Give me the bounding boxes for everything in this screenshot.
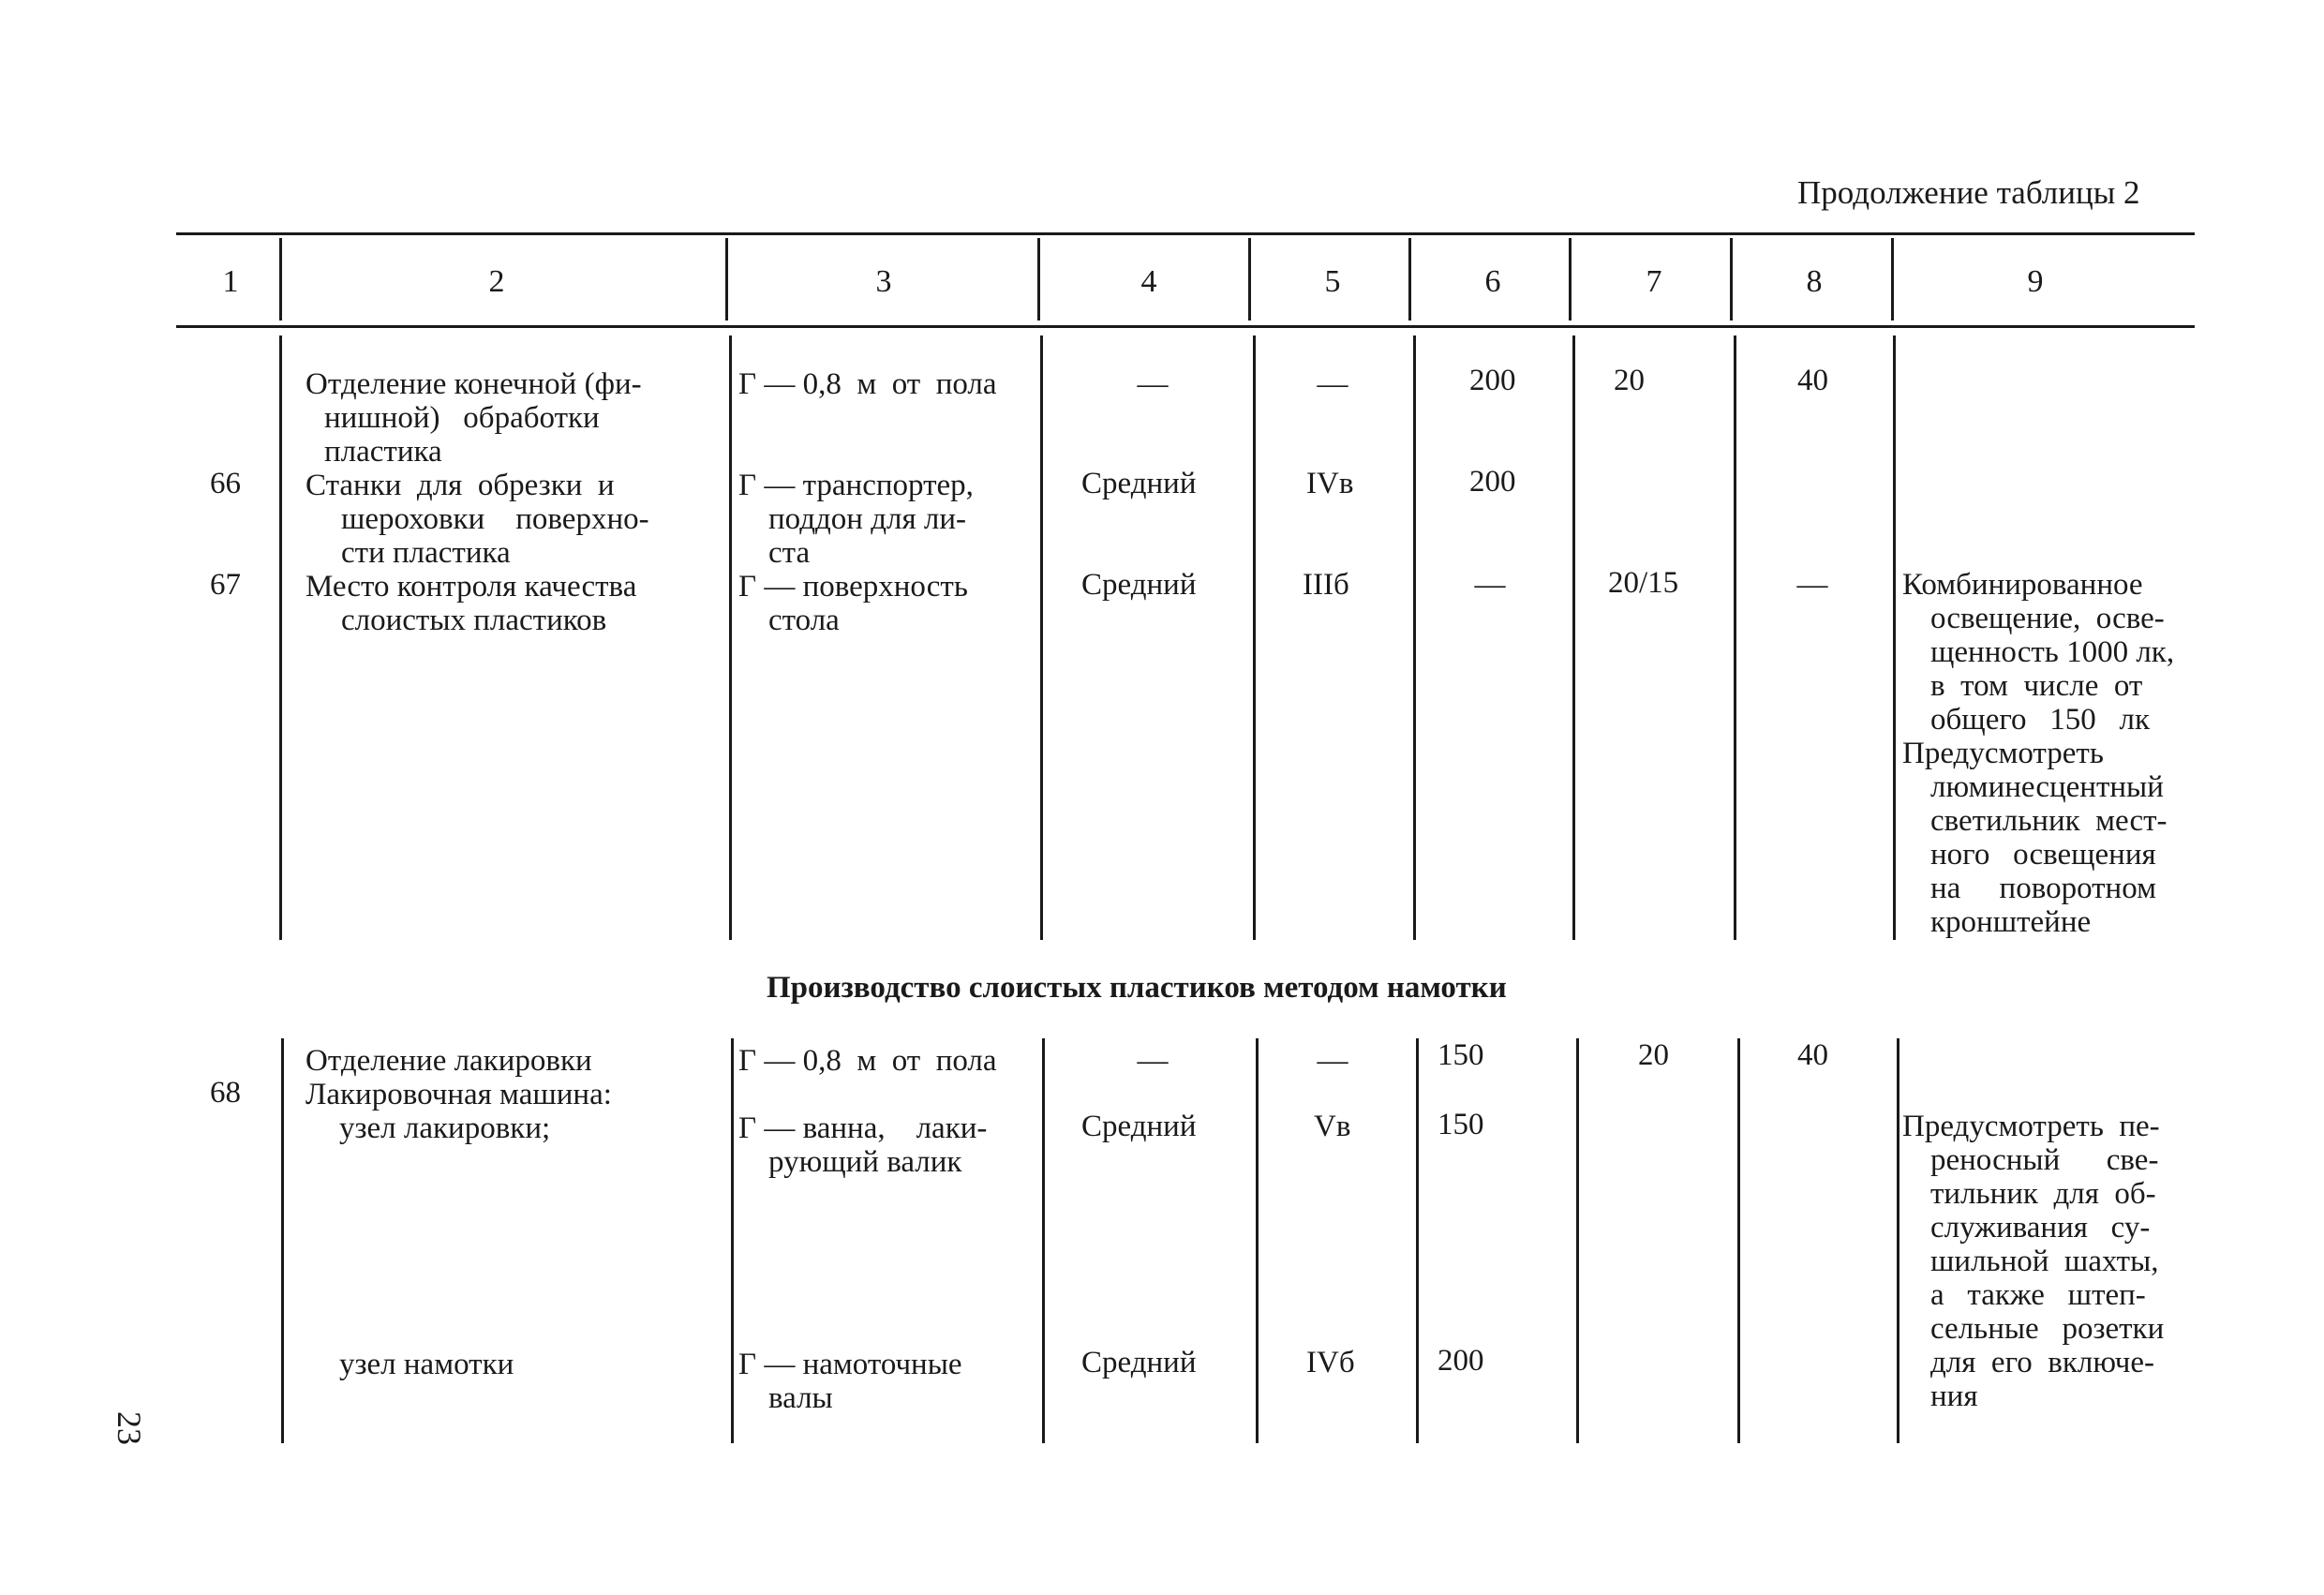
row-note: шильной шахты, (1930, 1245, 2159, 1278)
header-divider (279, 238, 282, 320)
row-name: пластика (324, 435, 442, 469)
row-col8: — (1796, 568, 1828, 602)
row-surface: Г — 0,8 м от пола (738, 1044, 997, 1078)
row-surface: Г — 0,8 м от пола (738, 367, 997, 401)
row-note: Предусмотреть пе- (1902, 1110, 2160, 1143)
row-note: Комбинированное (1902, 568, 2143, 602)
row-note: на поворотном (1930, 872, 2156, 905)
row-subname: узел намотки (339, 1348, 514, 1381)
row-col4: Средний (1081, 1346, 1197, 1379)
body-divider (1576, 1038, 1579, 1443)
header-divider (725, 238, 728, 320)
row-surface: Г — поверхность (738, 570, 968, 604)
row-note: светильник мест- (1930, 804, 2168, 838)
header-col-3: 3 (875, 264, 892, 299)
row-name: Место контроля качества (305, 570, 637, 604)
header-divider (1408, 238, 1411, 320)
body-divider (1897, 1038, 1899, 1443)
row-surface: рующий валик (768, 1145, 962, 1179)
row-note: люминесцентный (1930, 770, 2164, 804)
header-divider (1891, 238, 1894, 320)
header-col-4: 4 (1140, 264, 1157, 299)
page-number: 23 (111, 1411, 148, 1445)
body-divider (1042, 1038, 1045, 1443)
row-number: 66 (210, 467, 241, 500)
row-col6: 200 (1469, 465, 1516, 499)
row-col4: Средний (1081, 1110, 1197, 1143)
row-note: Предусмотреть (1902, 737, 2104, 770)
row-col5: — (1317, 367, 1348, 401)
row-surface: валы (768, 1381, 833, 1415)
row-name: слоистых пластиков (341, 604, 607, 637)
row-col6: — (1474, 568, 1506, 602)
body-divider (1572, 335, 1575, 940)
row-name: сти пластика (341, 536, 511, 570)
header-top-rule (176, 232, 2195, 235)
row-col5: — (1317, 1044, 1348, 1078)
row-note: сельные розетки (1930, 1312, 2165, 1346)
row-name: шероховки поверхно- (341, 502, 649, 536)
header-col-6: 6 (1484, 264, 1501, 299)
header-bottom-rule (176, 325, 2195, 328)
row-name: Станки для обрезки и (305, 469, 615, 502)
row-note: ния (1930, 1379, 1978, 1413)
body-divider (1253, 335, 1256, 940)
header-col-2: 2 (488, 264, 505, 299)
header-divider (1248, 238, 1251, 320)
row-col6: 150 (1438, 1038, 1484, 1072)
row-note: а также штеп- (1930, 1278, 2146, 1312)
body-divider (731, 1038, 734, 1443)
body-divider (1893, 335, 1896, 940)
body-divider (279, 335, 282, 940)
row-col4: Средний (1081, 467, 1197, 500)
row-name: нишной) обработки (324, 401, 600, 435)
row-col5: IVв (1306, 467, 1354, 500)
body-divider (1256, 1038, 1259, 1443)
row-col7: 20 (1638, 1038, 1669, 1072)
row-col6: 150 (1438, 1108, 1484, 1141)
row-col6: 200 (1438, 1344, 1484, 1378)
header-divider (1037, 238, 1040, 320)
row-note: щенность 1000 лк, (1930, 635, 2175, 669)
row-note: реносный све- (1930, 1143, 2159, 1177)
row-note: общего 150 лк (1930, 703, 2151, 737)
row-note: освещение, осве- (1930, 602, 2165, 635)
row-col6: 200 (1469, 364, 1516, 397)
body-divider (1734, 335, 1736, 940)
row-note: кронштейне (1930, 905, 2092, 939)
header-col-1: 1 (222, 264, 239, 299)
body-divider (1737, 1038, 1740, 1443)
row-col4: — (1137, 367, 1169, 401)
body-divider (729, 335, 732, 940)
header-col-9: 9 (2027, 264, 2044, 299)
header-divider (1730, 238, 1733, 320)
row-surface: поддон для ли- (768, 502, 967, 536)
row-surface: Г — намоточные (738, 1348, 962, 1381)
row-col8: 40 (1797, 364, 1828, 397)
body-divider (281, 1038, 284, 1443)
row-col8: 40 (1797, 1038, 1828, 1072)
row-note: в том числе от (1930, 669, 2143, 703)
row-col5: IVб (1306, 1346, 1355, 1379)
row-note: ного освещения (1930, 838, 2156, 872)
section-title: Производство слоистых пластиков методом намотки (767, 971, 1507, 1005)
header-divider (1569, 238, 1572, 320)
row-surface: стола (768, 604, 840, 637)
table-caption: Продолжение таблицы 2 (1797, 174, 2140, 211)
row-name: Отделение конечной (фи- (305, 367, 642, 401)
row-number: 67 (210, 568, 241, 602)
body-divider (1416, 1038, 1419, 1443)
row-surface: ста (768, 536, 811, 570)
row-note: служивания су- (1930, 1211, 2151, 1245)
header-col-7: 7 (1646, 264, 1662, 299)
row-number: 68 (210, 1076, 241, 1110)
row-col5: Vв (1314, 1110, 1351, 1143)
row-note: тильник для об- (1930, 1177, 2156, 1211)
header-col-5: 5 (1324, 264, 1341, 299)
row-col7: 20/15 (1608, 566, 1679, 600)
body-divider (1040, 335, 1043, 940)
row-name: Отделение лакировки (305, 1044, 592, 1078)
row-note: для его включе- (1930, 1346, 2155, 1379)
row-col5: IIIб (1303, 568, 1349, 602)
row-col4: — (1137, 1044, 1169, 1078)
row-surface: Г — транспортер, (738, 469, 974, 502)
row-name: Лакировочная машина: (305, 1078, 612, 1111)
row-subname: узел лакировки; (339, 1111, 551, 1145)
row-col4: Средний (1081, 568, 1197, 602)
header-col-8: 8 (1806, 264, 1823, 299)
row-col7: 20 (1614, 364, 1645, 397)
row-surface: Г — ванна, лаки- (738, 1111, 988, 1145)
body-divider (1413, 335, 1416, 940)
